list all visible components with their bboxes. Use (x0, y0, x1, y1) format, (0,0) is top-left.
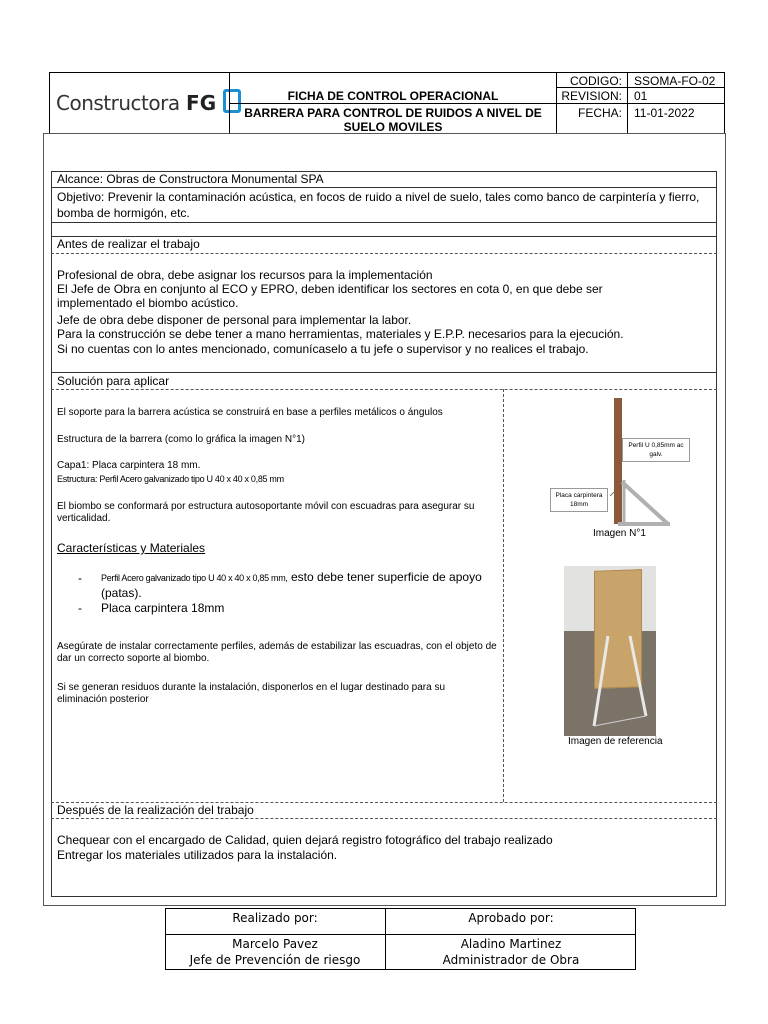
aprobado-label: Aprobado por: (468, 911, 554, 925)
bullet-1-large: esto debe tener superficie de apoyo (patas). (101, 570, 482, 600)
divider (51, 253, 717, 254)
imagen1-caption: Imagen N°1 (593, 528, 646, 539)
fecha-label-cell (556, 103, 628, 134)
antes-title: Antes de realizar el trabajo (57, 237, 200, 251)
page-subtitle: BARRERA PARA CONTROL DE RUIDOS A NIVEL DE SUELO MOVILES (244, 106, 542, 134)
revision-label-cell (556, 87, 628, 104)
antes-line-5: Si no cuentas con lo antes mencionado, comunícaselo a tu jefe o supervisor y no realices el trabajo. (57, 342, 589, 356)
diagram-label-placa: Placa carpintera 18mm (550, 488, 608, 512)
realizado-role: Jefe de Prevención de riesgo (189, 953, 361, 967)
despues-line-1: Chequear con el encargado de Calidad, quien dejará registro fotográfico del trabajo realizado (57, 833, 553, 847)
fecha-value-cell (627, 103, 725, 134)
antes-line-4: Para la construcción se debe tener a mano herramientas, materiales y E.P.P. necesarios para la ejecución. (57, 327, 624, 341)
estructura-perfil-text: Estructura: Perfil Acero galvanizado tipo U 40 x 40 x 0,85 mm (57, 474, 284, 484)
antes-line-2: El Jefe de Obra en conjunto al ECO y EPRO, deben identificar los sectores en cota 0, en que debe ser implementado el biombo acústico. (57, 282, 603, 310)
divider (51, 222, 717, 223)
diagram-panel (614, 398, 622, 524)
codigo-label: CODIGO: (569, 74, 622, 88)
divider (51, 818, 717, 819)
objetivo-text: Objetivo: Prevenir la contaminación acústica, en focos de ruido a nivel de suelo, tales como banco de carpintería y fierro, bomba de hormigón, etc. (57, 190, 700, 220)
diagram-brace (622, 482, 668, 524)
company-logo (56, 89, 226, 119)
revision-label: REVISION: (561, 89, 622, 103)
codigo-value: SSOMA-FO-02 (634, 74, 716, 88)
divider (51, 389, 717, 390)
bullet-1 (101, 570, 496, 601)
subtitle-cell (229, 103, 557, 134)
antes-line-3: Jefe de obra debe disponer de personal para implementar la labor. (57, 313, 412, 327)
realizado-name: Marcelo Pavez (232, 937, 318, 951)
reference-photo (564, 566, 656, 736)
page-title: FICHA DE CONTROL OPERACIONAL (287, 89, 499, 103)
logo-text: Constructora (56, 91, 180, 115)
diagram-label-perfil: Perfil U 0,85mm ac galv. (622, 438, 690, 462)
diagram-leader (610, 492, 614, 496)
despues-title: Después de la realización del trabajo (57, 803, 254, 817)
logo-cell (49, 72, 230, 134)
capa1-text: Capa1: Placa carpintera 18 mm. (57, 460, 201, 471)
realizado-label: Realizado por: (232, 911, 318, 925)
bullet-1-small: Perfil Acero galvanizado tipo U 40 x 40 x 0,85 mm, (101, 573, 288, 583)
fecha-value: 11-01-2022 (634, 106, 695, 120)
aprobado-role: Administrador de Obra (442, 953, 580, 967)
estructura-barrera-text: Estructura de la barrera (como lo gráfica la imagen N°1) (57, 434, 305, 445)
column-divider (503, 389, 504, 802)
photo-braces (564, 566, 656, 736)
asegurate-text: Asegúrate de instalar correctamente perfiles, además de estabilizar las escuadras, con el objeto de dar un correcto soporte al biombo. (57, 641, 497, 664)
soporte-text: El soporte para la barrera acústica se construirá en base a perfiles metálicos o ángulos (57, 407, 443, 418)
despues-line-2: Entregar los materiales utilizados para la instalación. (57, 848, 338, 862)
divider (51, 372, 717, 373)
codigo-value-cell (627, 72, 725, 88)
referencia-caption: Imagen de referencia (568, 736, 663, 747)
fecha-label: FECHA: (577, 106, 622, 120)
bullet-dash: - (78, 571, 82, 585)
caracteristicas-title: Características y Materiales (57, 541, 206, 555)
solucion-title: Solución para aplicar (57, 374, 170, 388)
bullet-dash: - (78, 601, 82, 615)
residuos-text: Si se generan residuos durante la instalación, disponerlos en el lugar destinado para su eliminación posterior (57, 682, 446, 705)
alcance-text: Alcance: Obras de Constructora Monumental SPA (57, 172, 324, 186)
title-cell (229, 72, 557, 104)
revision-value: 01 (634, 89, 648, 103)
bullet-2: Placa carpintera 18mm (101, 601, 225, 615)
antes-line-1: Profesional de obra, debe asignar los recursos para la implementación (57, 268, 433, 282)
aprobado-name: Aladino Martinez (460, 937, 562, 951)
divider (165, 934, 636, 935)
logo-brand: FG (186, 91, 217, 115)
revision-value-cell (627, 87, 725, 104)
biombo-text: El biombo se conformará por estructura autosoportante móvil con escuadras para asegurar su verticalidad. (57, 501, 475, 524)
divider (51, 187, 717, 188)
codigo-label-cell (556, 72, 628, 88)
